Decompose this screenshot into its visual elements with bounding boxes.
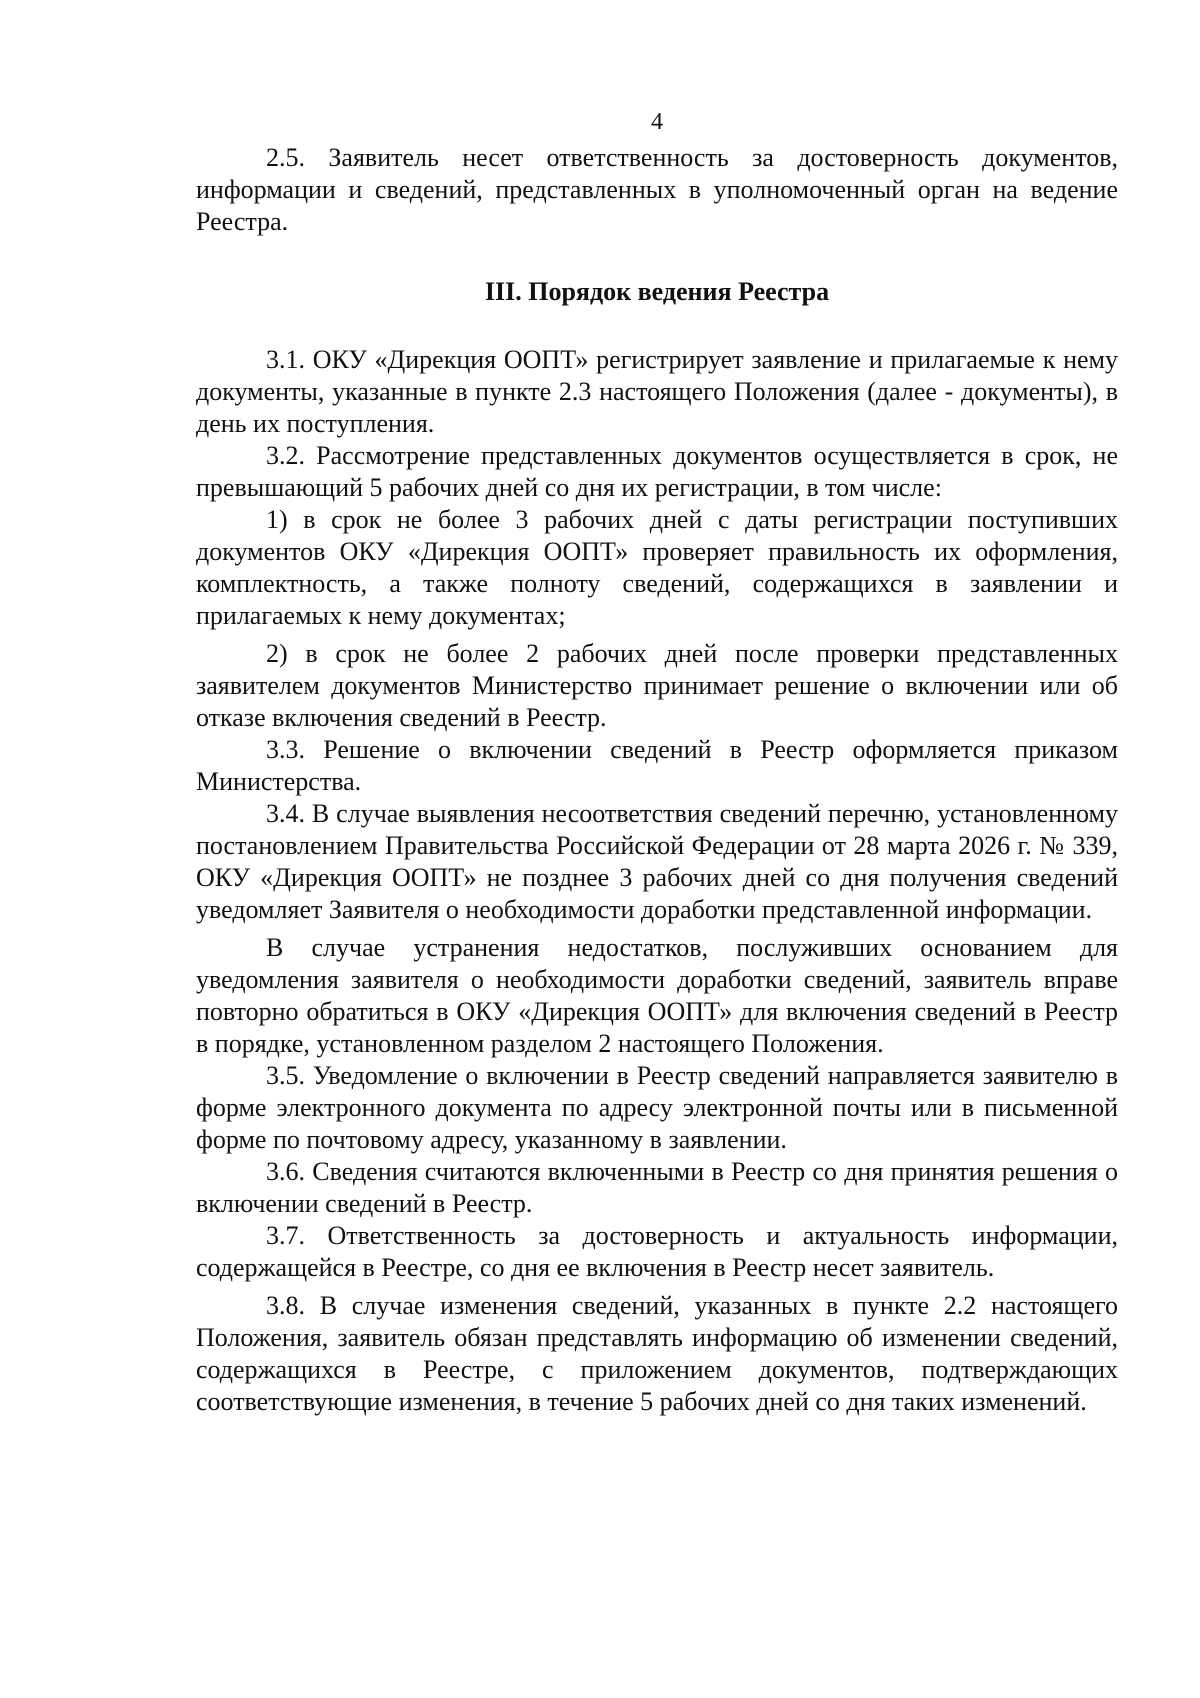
document-page [196, 108, 1118, 1418]
page-number: 4 [651, 109, 663, 135]
paragraph-3-7: 3.7. Ответственность за достоверность и актуальность информации, содержащейся в Реестре, со дня ее включения в Реестр несет заявитель. [196, 1221, 1118, 1282]
paragraph-3-1: 3.1. ОКУ «Дирекция ООПТ» регистрирует заявление и прилагаемые к нему документы, указанные в пункте 2.3 настоящего Положения (далее - документы), в день их поступления. [196, 345, 1118, 438]
paragraph-3-2-item-2: 2) в срок не более 2 рабочих дней после проверки представленных заявителем документов Министерство принимает решение о включении или об отказе включения сведений в Реестр. [196, 639, 1118, 732]
paragraph-3-5: 3.5. Уведомление о включении в Реестр сведений направляется заявителю в форме электронного документа по адресу электронной почты или в письменной форме по почтовому адресу, указанному в заявлении. [196, 1061, 1118, 1154]
paragraph-3-2: 3.2. Рассмотрение представленных документов осуществляется в срок, не превышающий 5 рабочих дней со дня их регистрации, в том числе: [196, 441, 1118, 502]
paragraph-3-2-item-1: 1) в срок не более 3 рабочих дней с даты регистрации поступивших документов ОКУ «Дирекция ООПТ» проверяет правильность их оформления, комплектность, а также полноту сведений, содержащихся в заявлении и прилагаемых к нему документах; [196, 505, 1118, 630]
paragraph-3-8: 3.8. В случае изменения сведений, указанных в пункте 2.2 настоящего Положения, заявитель обязан представлять информацию об изменении сведений, содержащихся в Реестре, с приложением документов, подтверждающих соответствующие изменения, в течение 5 рабочих дней со дня таких изменений. [196, 1291, 1118, 1416]
paragraph-3-4: 3.4. В случае выявления несоответствия сведений перечню, установленному постановлением Правительства Российской Федерации от 28 марта 2026 г. № 339, ОКУ «Дирекция ООПТ» не позднее 3 рабочих дней со дня получения сведений уведомляет Заявителя о необходимости доработки представленной информации. [196, 799, 1118, 924]
paragraph-3-6: 3.6. Сведения считаются включенными в Реестр со дня принятия решения о включении сведений в Реестр. [196, 1157, 1118, 1218]
paragraph-3-3: 3.3. Решение о включении сведений в Реестр оформляется приказом Министерства. [196, 735, 1118, 796]
section-heading: III. Порядок ведения Реестра [484, 277, 830, 306]
paragraph-3-4-continuation: В случае устранения недостатков, послуживших основанием для уведомления заявителя о необходимости доработки сведений, заявитель вправе повторно обратиться в ОКУ «Дирекция ООПТ» для включения сведений в Реестр в порядке, установленном разделом 2 настоящего Положения. [196, 933, 1118, 1058]
paragraph-2-5: 2.5. Заявитель несет ответственность за достоверность документов, информации и сведений, представленных в уполномоченный орган на ведение Реестра. [196, 143, 1118, 236]
